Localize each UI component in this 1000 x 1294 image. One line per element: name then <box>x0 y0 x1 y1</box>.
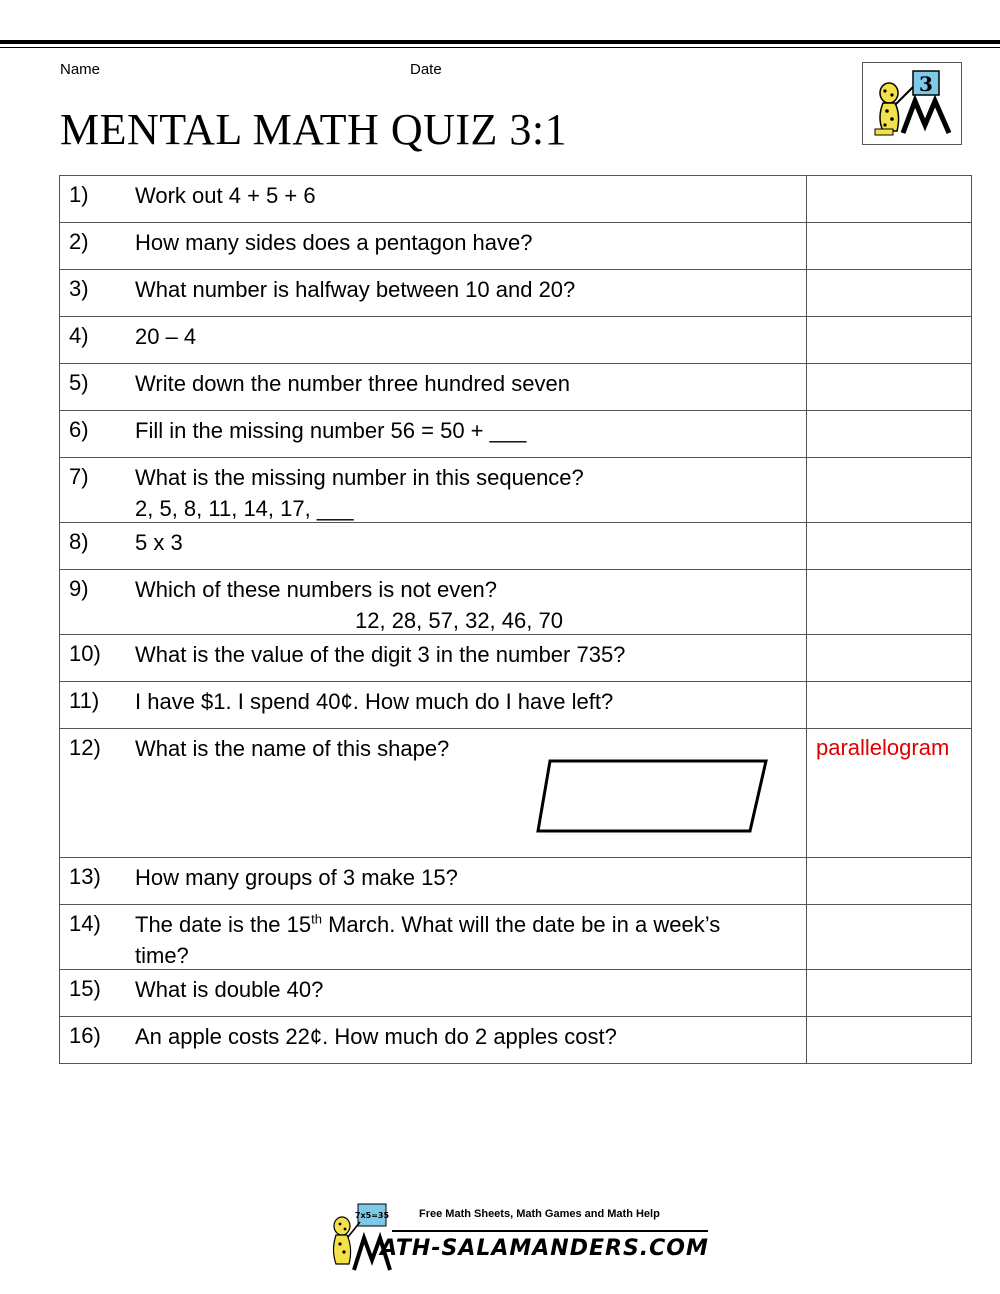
question-row <box>60 176 972 223</box>
answer-cell[interactable] <box>807 858 972 905</box>
answer-cell[interactable] <box>807 905 972 970</box>
question-text: An apple costs 22¢. How much do 2 apples cost? <box>135 1024 617 1049</box>
question-row <box>60 858 972 905</box>
question-row <box>60 682 972 729</box>
footer-site-name[interactable]: ATH-SALAMANDERS.COM <box>380 1236 709 1261</box>
footer-tagline: Free Math Sheets, Math Games and Math Help <box>419 1208 660 1220</box>
question-number: 16) <box>69 1023 101 1048</box>
answer-cell[interactable] <box>807 970 972 1017</box>
question-text: What is the value of the digit 3 in the number 735? <box>135 642 626 667</box>
question-row <box>60 458 972 523</box>
question-number: 2) <box>69 229 89 254</box>
question-text: I have $1. I spend 40¢. How much do I have left? <box>135 689 614 714</box>
question-row <box>60 223 972 270</box>
question-row <box>60 523 972 570</box>
footer-badge-text: 7x5=35 <box>354 1211 390 1220</box>
question-row <box>60 729 972 858</box>
answer-cell[interactable] <box>807 682 972 729</box>
question-text: What is the name of this shape? <box>135 736 450 761</box>
question-number: 15) <box>69 976 101 1001</box>
question-number: 14) <box>69 911 101 936</box>
question-row <box>60 635 972 682</box>
footer-logo <box>322 1202 712 1274</box>
question-number: 10) <box>69 641 101 666</box>
question-text: What is double 40? <box>135 977 324 1002</box>
answer-cell[interactable] <box>807 729 972 858</box>
question-text: How many groups of 3 make 15? <box>135 865 458 890</box>
answer-cell[interactable] <box>807 223 972 270</box>
question-number: 8) <box>69 529 89 554</box>
question-number: 3) <box>69 276 89 301</box>
question-number: 1) <box>69 182 89 207</box>
question-text: Write down the number three hundred seven <box>135 371 570 396</box>
grade-badge-text: 3 <box>919 72 933 96</box>
question-number: 11) <box>69 688 100 713</box>
question-row <box>60 570 972 635</box>
salamander-logo-icon <box>863 63 961 144</box>
question-row <box>60 364 972 411</box>
question-row <box>60 270 972 317</box>
question-row <box>60 411 972 458</box>
question-text: What number is halfway between 10 and 20? <box>135 277 576 302</box>
question-text: 5 x 3 <box>135 530 183 555</box>
question-number-list: 12, 28, 57, 32, 46, 70 <box>355 608 563 633</box>
question-row <box>60 905 972 970</box>
answer-cell[interactable] <box>807 1017 972 1064</box>
question-text: 20 – 4 <box>135 324 197 349</box>
question-text: Work out 4 + 5 + 6 <box>135 183 316 208</box>
question-text: Fill in the missing number 56 = 50 + ___ <box>135 418 527 443</box>
question-number: 4) <box>69 323 89 348</box>
grade-logo <box>862 62 962 145</box>
answer-cell[interactable] <box>807 570 972 635</box>
question-row <box>60 317 972 364</box>
answer-cell[interactable] <box>807 458 972 523</box>
name-label: Name <box>60 61 101 78</box>
question-number: 5) <box>69 370 89 395</box>
answer-text: parallelogram <box>816 735 950 760</box>
question-row <box>60 970 972 1017</box>
question-sequence: 2, 5, 8, 11, 14, 17, ___ <box>135 496 354 521</box>
quiz-table <box>59 175 972 1064</box>
question-text-continued: time? <box>135 943 189 968</box>
question-row <box>60 1017 972 1064</box>
answer-cell[interactable] <box>807 411 972 458</box>
top-rule-thin <box>0 47 1000 48</box>
question-number: 6) <box>69 417 89 442</box>
answer-cell[interactable] <box>807 523 972 570</box>
question-text: How many sides does a pentagon have? <box>135 230 533 255</box>
top-rule <box>0 40 1000 44</box>
question-text: The date is the 15th March. What will the date be in a week’s <box>135 911 721 937</box>
question-number: 12) <box>69 735 101 760</box>
question-text: Which of these numbers is not even? <box>135 577 497 602</box>
question-text: What is the missing number in this sequence? <box>135 465 584 490</box>
parallelogram-shape <box>536 757 772 837</box>
answer-cell[interactable] <box>807 270 972 317</box>
question-number: 7) <box>69 464 89 489</box>
answer-cell[interactable] <box>807 317 972 364</box>
answer-cell[interactable] <box>807 364 972 411</box>
footer-rule <box>392 1230 708 1232</box>
question-number: 13) <box>69 864 101 889</box>
answer-cell[interactable] <box>807 635 972 682</box>
page-title: MENTAL MATH QUIZ 3:1 <box>60 105 568 154</box>
question-number: 9) <box>69 576 89 601</box>
answer-cell[interactable] <box>807 176 972 223</box>
date-label: Date <box>410 61 442 78</box>
